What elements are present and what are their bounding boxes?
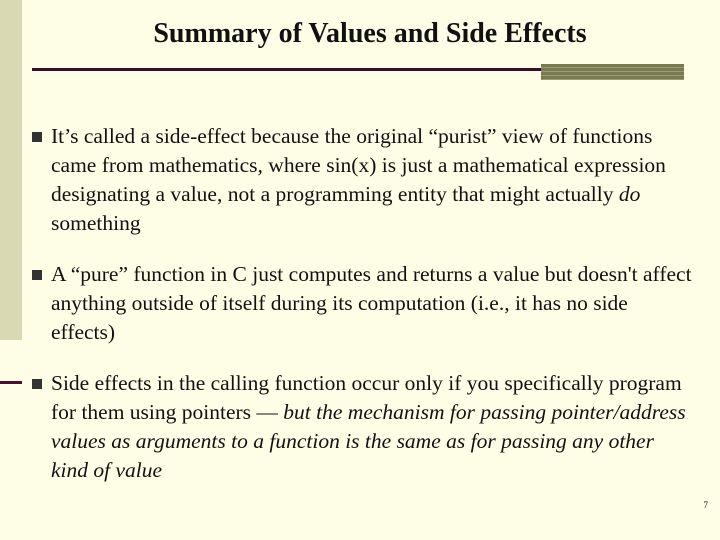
- bullet-segment: It’s called a side-effect because the original “purist” view of functions came from mathematics, where sin(x) is just a mathematical expression designating a value, not a programming entity that might actually: [51, 124, 666, 206]
- bullet-segment: A “pure” function in C just computes and returns a value but doesn't affect anything outside of itself during its computation (i.e., it has no side effects): [51, 262, 692, 344]
- slide-title: Summary of Values and Side Effects: [153, 18, 587, 49]
- bullet-text: [51, 262, 692, 344]
- left-accent-bar: [0, 0, 22, 340]
- bullet-list: [32, 122, 692, 485]
- bullet-text: [51, 371, 686, 482]
- square-bullet-icon: [32, 132, 42, 142]
- square-bullet-icon: [32, 270, 42, 280]
- bullet-item: [32, 260, 692, 347]
- bullet-segment-italic: do: [618, 182, 641, 206]
- bullet-segment-italic: but the mechanism for passing pointer/address values as arguments to a function is the same as for passing any other kind of value: [51, 400, 686, 482]
- square-bullet-icon: [32, 379, 42, 389]
- bullet-segment: something: [51, 211, 141, 235]
- title-rule-accent: [541, 64, 684, 80]
- bullet-item: [32, 122, 692, 238]
- bullet-text: [51, 124, 666, 235]
- page-number: 7: [703, 500, 708, 510]
- bullet-item: [32, 369, 692, 485]
- left-accent-dash: [0, 381, 22, 384]
- title-rule: [32, 68, 542, 71]
- bullet-segment: Side effects in the calling function occur only if you specifically program for them using pointers —: [51, 371, 682, 424]
